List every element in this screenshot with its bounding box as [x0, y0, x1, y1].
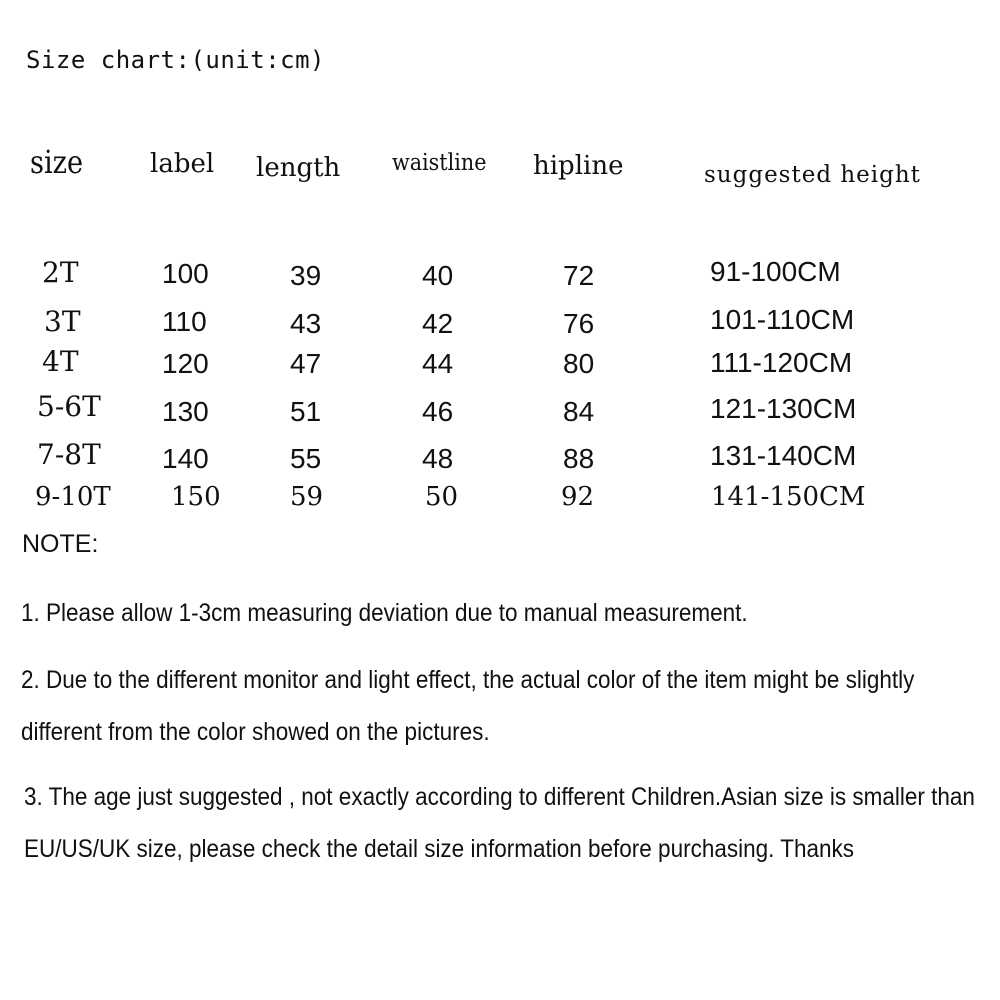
note-2-line-1: 2. Due to the different monitor and light effect, the actual color of the item might be slightly — [21, 666, 915, 694]
cell-label: 100 — [162, 258, 209, 289]
notes-heading: NOTE: — [22, 530, 99, 558]
cell-size: 4T — [42, 345, 79, 378]
cell-hipline: 84 — [563, 396, 595, 427]
cell-waistline: 42 — [422, 308, 454, 339]
cell-length: 39 — [290, 260, 322, 291]
cell-label: 120 — [162, 348, 209, 379]
cell-label: 150 — [171, 482, 221, 512]
cell-label: 130 — [162, 396, 209, 427]
cell-hipline: 92 — [561, 482, 595, 512]
cell-waistline: 48 — [422, 443, 454, 474]
cell-size: 3T — [44, 305, 81, 338]
cell-size: 7-8T — [37, 438, 101, 471]
cell-hipline: 88 — [563, 443, 595, 474]
cell-waistline: 46 — [422, 396, 454, 427]
cell-suggested-height: 121-130CM — [710, 393, 857, 424]
header-label: label — [150, 149, 215, 179]
cell-waistline: 50 — [425, 482, 459, 512]
header-length: length — [256, 153, 341, 183]
cell-label: 110 — [162, 306, 207, 337]
header-waistline: waistline — [392, 150, 487, 176]
cell-hipline: 76 — [563, 308, 595, 339]
cell-size: 9-10T — [35, 482, 111, 512]
cell-hipline: 80 — [563, 348, 595, 379]
header-hipline: hipline — [533, 151, 624, 181]
cell-length: 59 — [290, 482, 324, 512]
cell-suggested-height: 101-110CM — [710, 304, 855, 335]
cell-suggested-height: 91-100CM — [710, 256, 841, 287]
note-2-line-2: different from the color showed on the pictures. — [21, 718, 490, 746]
note-3-line-1: 3. The age just suggested , not exactly according to different Children.Asian size is smaller than — [24, 783, 975, 811]
cell-waistline: 44 — [422, 348, 454, 379]
cell-waistline: 40 — [422, 260, 454, 291]
header-size: size — [30, 143, 84, 181]
cell-length: 55 — [290, 443, 322, 474]
header-suggested-height: suggested height — [704, 162, 921, 188]
cell-length: 43 — [290, 308, 322, 339]
page-title: Size chart:(unit:cm) — [26, 46, 325, 74]
cell-size: 5-6T — [37, 390, 101, 423]
cell-length: 47 — [290, 348, 322, 379]
cell-length: 51 — [290, 396, 322, 427]
cell-suggested-height: 141-150CM — [711, 482, 866, 512]
cell-suggested-height: 131-140CM — [710, 440, 857, 471]
cell-suggested-height: 111-120CM — [710, 347, 853, 378]
cell-label: 140 — [162, 443, 209, 474]
cell-hipline: 72 — [563, 260, 595, 291]
note-3-line-2: EU/US/UK size, please check the detail size information before purchasing. Thanks — [24, 835, 855, 863]
cell-size: 2T — [42, 256, 79, 289]
note-1: 1. Please allow 1-3cm measuring deviation due to manual measurement. — [21, 599, 748, 627]
